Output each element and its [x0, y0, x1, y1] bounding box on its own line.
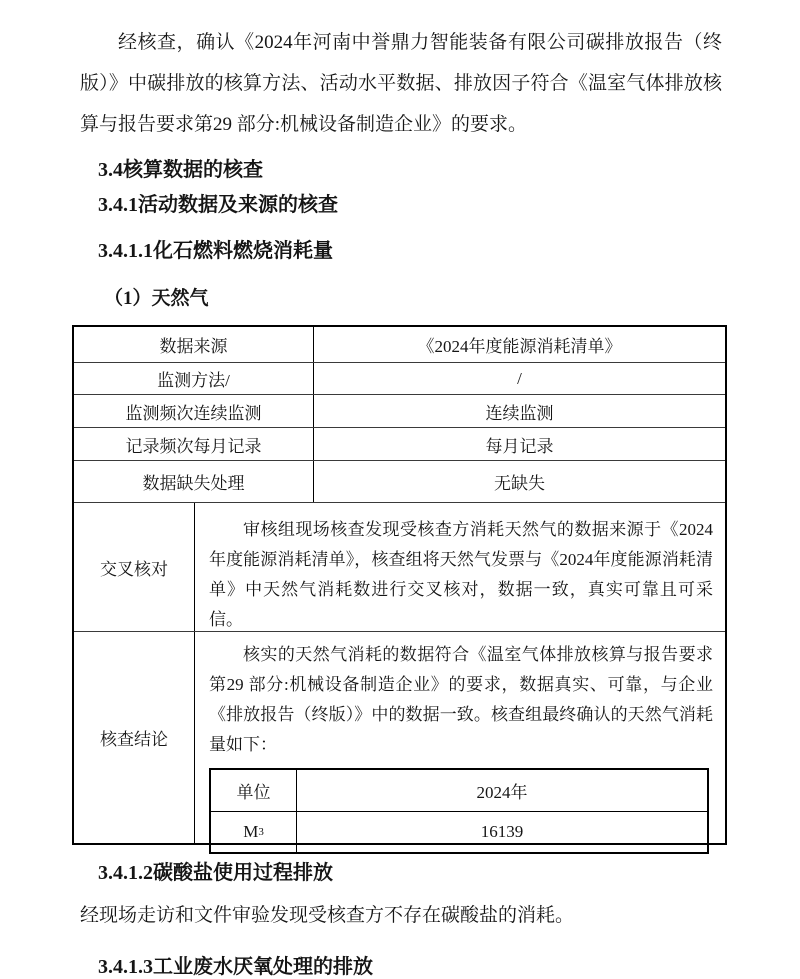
consumption-value-row — [211, 811, 707, 852]
table-row-missing-data — [74, 460, 725, 502]
cross-check-text: 审核组现场核查发现受核查方消耗天然气的数据来源于《2024年度能源消耗清单》，核查组将天然气发票与《2024年度能源消耗清单》中天然气消耗数进行交叉核对，数据一致，真实可靠且可采信。 — [209, 520, 713, 629]
heading-3-4-1-1: 3.4.1.1化石燃料燃烧消耗量 — [98, 240, 333, 262]
heading-3-4: 3.4核算数据的核查 — [98, 159, 263, 181]
table-row-label: 数据来源 — [74, 327, 314, 362]
unit-base: M — [243, 822, 259, 841]
table-row-data-source — [74, 327, 725, 362]
consumption-unit-cell: M 3 — [211, 812, 297, 852]
table-row-label: 记录频次每月记录 — [74, 428, 314, 460]
table-row-value: 连续监测 — [485, 403, 554, 423]
table-row-label: 监测方法/ — [74, 363, 314, 394]
conclusion-cell — [195, 632, 725, 843]
consumption-value-cell: 16139 — [480, 822, 524, 841]
heading-3-4-1-2: 3.4.1.2碳酸盐使用过程排放 — [98, 862, 333, 884]
table-row-value: 《2024年度能源消耗清单》 — [417, 337, 622, 356]
heading-3-4-1-3: 3.4.1.3工业废水厌氧处理的排放 — [98, 956, 373, 978]
cross-check-cell — [195, 503, 725, 631]
table-row-monitoring-frequency — [74, 394, 725, 427]
table-row-cross-check — [74, 502, 725, 631]
table-row-label: 监测频次连续监测 — [74, 395, 314, 427]
table-row-value: 每月记录 — [485, 436, 554, 456]
consumption-header-row — [211, 770, 707, 811]
paragraph-3-4-1-2: 经现场走访和文件审验发现受核查方不存在碳酸盐的消耗。 — [80, 905, 575, 926]
consumption-unit-header: 单位 — [211, 770, 297, 811]
intro-paragraph: 经核查，确认《2024年河南中誉鼎力智能装备有限公司碳排放报告（终版）》中碳排放的核算方法、活动水平数据、排放因子符合《温室气体排放核算与报告要求第29 部分:机械设备制造企业》的要求。 — [80, 32, 722, 135]
natural-gas-verification-table — [72, 325, 727, 845]
consumption-year-header: 2024年 — [476, 783, 528, 802]
table-row-conclusion — [74, 631, 725, 843]
table-row-label: 数据缺失处理 — [74, 461, 314, 502]
list-item-natural-gas: （1）天然气 — [104, 288, 209, 309]
cross-check-label: 交叉核对 — [74, 503, 195, 631]
table-row-record-frequency — [74, 427, 725, 460]
table-row-value: / — [517, 368, 522, 388]
conclusion-text: 核实的天然气消耗的数据符合《温室气体排放核算与报告要求第29 部分:机械设备制造企业》的要求，数据真实、可靠，与企业《排放报告（终版）》中的数据一致。核查组最终确认的天然气消耗量如下： — [209, 645, 713, 754]
table-row-value: 无缺失 — [494, 474, 545, 493]
conclusion-label: 核查结论 — [74, 632, 195, 843]
consumption-table — [209, 768, 709, 854]
heading-3-4-1: 3.4.1活动数据及来源的核查 — [98, 194, 338, 216]
table-row-monitoring-method — [74, 362, 725, 394]
